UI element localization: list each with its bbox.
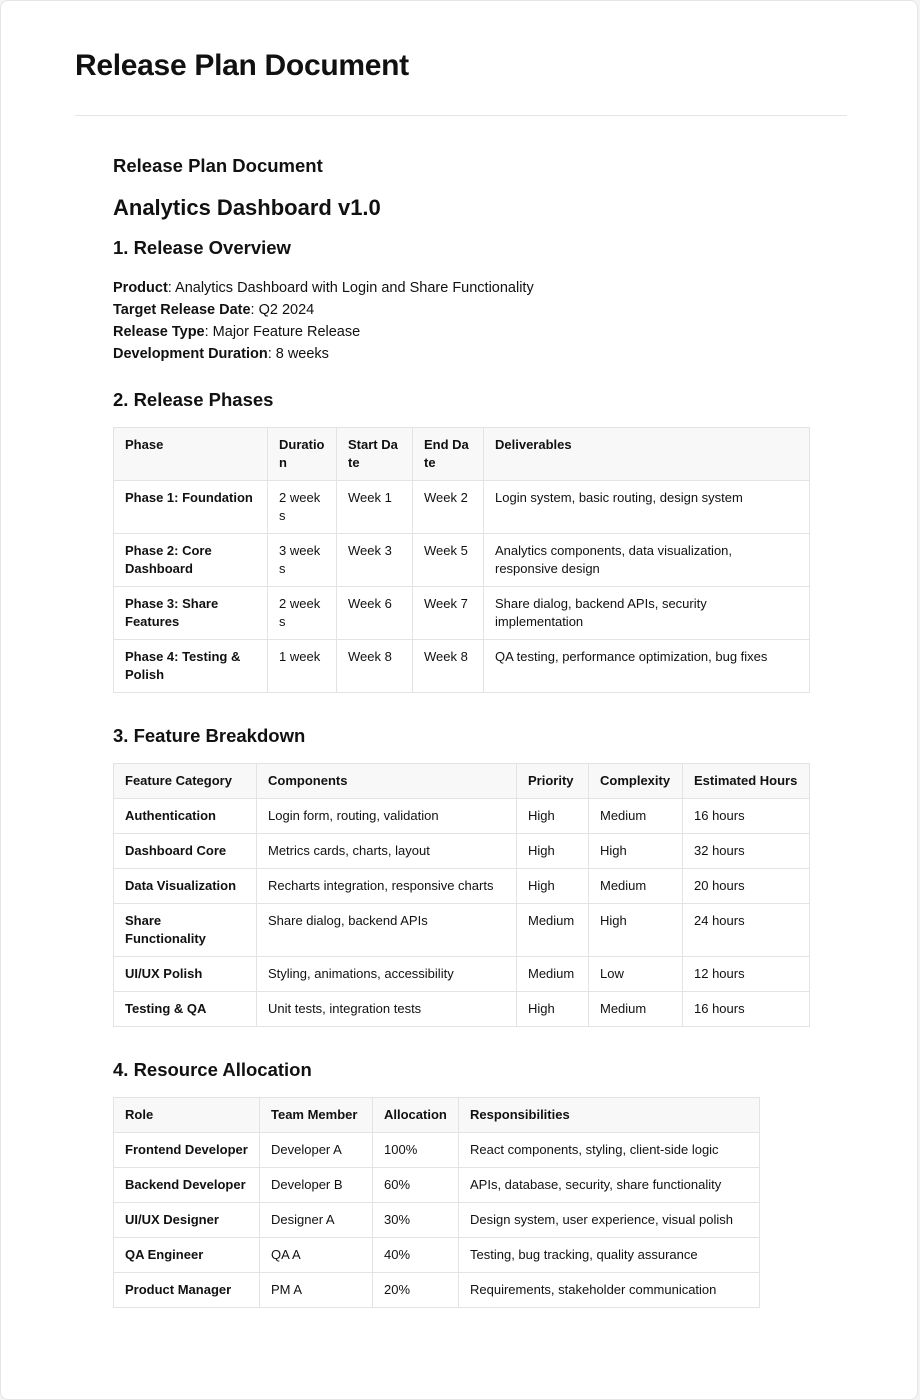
table-header-row [114,1098,760,1133]
table-cell: 100% [373,1133,459,1168]
table-row [114,799,810,834]
table-cell: Unit tests, integration tests [257,992,517,1027]
table-cell: High [517,834,589,869]
table-header-row [114,764,810,799]
table-cell: Requirements, stakeholder communication [459,1273,760,1308]
table-cell: 3 weeks [268,534,337,587]
column-header: Feature Category [114,764,257,799]
table-cell: Medium [517,904,589,957]
table-row [114,957,810,992]
table-cell: Styling, animations, accessibility [257,957,517,992]
table-cell: Login system, basic routing, design system [484,481,810,534]
table-row [114,481,810,534]
table-cell: UI/UX Polish [114,957,257,992]
table-row [114,869,810,904]
table-row [114,534,810,587]
table-row [114,1238,760,1273]
column-header: Responsibilities [459,1098,760,1133]
phases-table [113,427,810,693]
overview-value: : Analytics Dashboard with Login and Share Functionality [167,280,534,296]
table-cell: Data Visualization [114,869,257,904]
table-cell: Share Functionality [114,904,257,957]
table-cell: Week 1 [337,481,413,534]
table-row [114,1203,760,1238]
table-cell: Testing & QA [114,992,257,1027]
column-header: Deliverables [484,428,810,481]
overview-heading: 1. Release Overview [113,237,291,258]
table-cell: Developer A [260,1133,373,1168]
table-cell: Metrics cards, charts, layout [257,834,517,869]
table-row [114,1133,760,1168]
table-cell: Phase 3: Share Features [114,587,268,640]
document-content [113,151,809,1308]
table-cell: High [517,869,589,904]
table-cell: Medium [517,957,589,992]
table-row [114,587,810,640]
overview-item [113,299,809,321]
table-cell: 16 hours [683,799,810,834]
table-cell: Week 3 [337,534,413,587]
table-cell: Phase 2: Core Dashboard [114,534,268,587]
table-row [114,904,810,957]
table-cell: Backend Developer [114,1168,260,1203]
column-header: Estimated Hours [683,764,810,799]
table-cell: Medium [589,799,683,834]
table-cell: Share dialog, backend APIs [257,904,517,957]
table-cell: Login form, routing, validation [257,799,517,834]
table-cell: Week 8 [337,640,413,693]
table-cell: 40% [373,1238,459,1273]
table-cell: Week 7 [413,587,484,640]
table-cell: Medium [589,992,683,1027]
table-cell: PM A [260,1273,373,1308]
overview-item [113,277,809,299]
table-cell: Week 6 [337,587,413,640]
table-cell: QA A [260,1238,373,1273]
overview-item [113,321,809,343]
overview-value: : Q2 2024 [250,302,315,318]
table-cell: 2 weeks [268,587,337,640]
table-cell: High [589,904,683,957]
table-cell: Analytics components, data visualization, responsive design [484,534,810,587]
table-row [114,992,810,1027]
resources-heading: 4. Resource Allocation [113,1059,312,1080]
column-header: Start Date [337,428,413,481]
column-header: Priority [517,764,589,799]
column-header: Team Member [260,1098,373,1133]
table-cell: Low [589,957,683,992]
features-table [113,763,810,1027]
table-row [114,640,810,693]
table-cell: Medium [589,869,683,904]
table-cell: 60% [373,1168,459,1203]
overview-label: Target Release Date [113,302,251,318]
table-cell: Dashboard Core [114,834,257,869]
table-row [114,834,810,869]
table-cell: 32 hours [683,834,810,869]
table-cell: Frontend Developer [114,1133,260,1168]
overview-label: Development Duration [113,346,268,362]
table-cell: 1 week [268,640,337,693]
table-row [114,1168,760,1203]
table-cell: 24 hours [683,904,810,957]
column-header: Phase [114,428,268,481]
table-cell: Design system, user experience, visual polish [459,1203,760,1238]
table-cell: UI/UX Designer [114,1203,260,1238]
table-row [114,1273,760,1308]
overview-label: Release Type [113,324,205,340]
table-cell: Testing, bug tracking, quality assurance [459,1238,760,1273]
phases-heading: 2. Release Phases [113,389,274,410]
table-cell: Week 2 [413,481,484,534]
table-cell: High [589,834,683,869]
table-cell: Phase 1: Foundation [114,481,268,534]
column-header: Components [257,764,517,799]
table-cell: 30% [373,1203,459,1238]
table-cell: QA testing, performance optimization, bug fixes [484,640,810,693]
table-cell: Authentication [114,799,257,834]
table-cell: Phase 4: Testing & Polish [114,640,268,693]
overview-list [113,277,809,365]
title-divider [75,115,847,116]
table-cell: Product Manager [114,1273,260,1308]
overview-item [113,343,809,365]
features-heading: 3. Feature Breakdown [113,725,306,746]
table-cell: Week 8 [413,640,484,693]
resources-table [113,1097,760,1308]
table-cell: APIs, database, security, share functionality [459,1168,760,1203]
table-cell: 20% [373,1273,459,1308]
table-cell: 12 hours [683,957,810,992]
column-header: Duration [268,428,337,481]
column-header: Complexity [589,764,683,799]
table-cell: 20 hours [683,869,810,904]
product-title: Analytics Dashboard v1.0 [113,195,381,220]
table-cell: 16 hours [683,992,810,1027]
table-cell: Developer B [260,1168,373,1203]
overview-value: : Major Feature Release [204,324,361,340]
overview-label: Product [113,280,168,296]
table-cell: High [517,992,589,1027]
table-cell: High [517,799,589,834]
table-cell: Designer A [260,1203,373,1238]
table-cell: 2 weeks [268,481,337,534]
doc-small-title: Release Plan Document [113,155,323,176]
table-cell: React components, styling, client-side logic [459,1133,760,1168]
overview-value: : 8 weeks [267,346,329,362]
table-cell: QA Engineer [114,1238,260,1273]
table-cell: Share dialog, backend APIs, security implementation [484,587,810,640]
column-header: Allocation [373,1098,459,1133]
page-title: Release Plan Document [75,49,409,82]
table-header-row [114,428,810,481]
table-cell: Recharts integration, responsive charts [257,869,517,904]
table-cell: Week 5 [413,534,484,587]
column-header: Role [114,1098,260,1133]
column-header: End Date [413,428,484,481]
